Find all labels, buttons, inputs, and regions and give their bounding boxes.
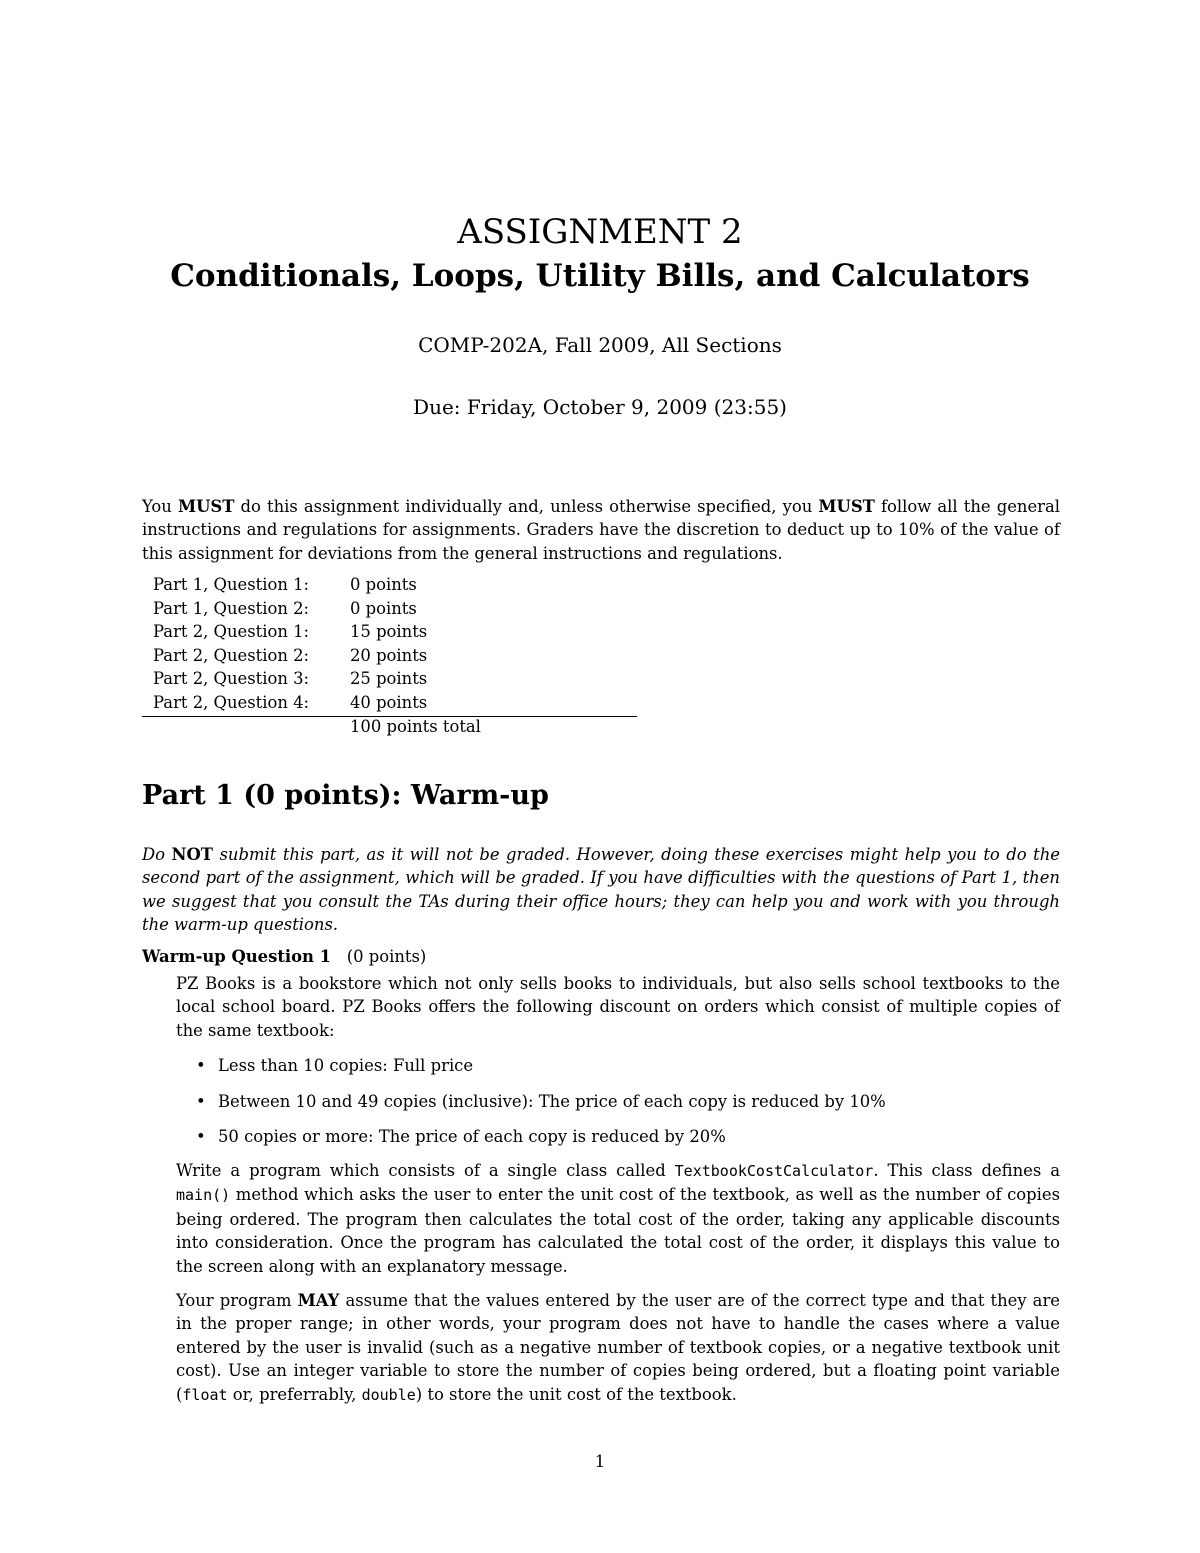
- part1-heading: Part 1 (0 points): Warm-up: [142, 780, 549, 811]
- note-text: Do: [142, 845, 172, 864]
- intro-emphasis: MUST: [177, 497, 235, 516]
- warmup-note: [142, 843, 1060, 937]
- assignment-subtitle: Conditionals, Loops, Utility Bills, and Calculators: [170, 258, 1030, 294]
- points-table: [142, 575, 637, 741]
- row-value: 40 points: [350, 692, 428, 712]
- list-item-text: Between 10 and 49 copies (inclusive): The price of each copy is reduced by 10%: [218, 1091, 886, 1111]
- page-number: 1: [594, 1452, 606, 1471]
- table-row: [142, 622, 637, 646]
- intro-emphasis: MUST: [818, 497, 875, 516]
- course-info: COMP-202A, Fall 2009, All Sections: [418, 333, 782, 357]
- assume-emphasis: MAY: [297, 1291, 340, 1310]
- desc-text: . This class defines a: [873, 1161, 1060, 1180]
- program-description: [176, 1159, 1060, 1278]
- discount-list: [196, 1054, 1056, 1161]
- table-row: [142, 669, 637, 693]
- question-intro: PZ Books is a bookstore which not only sells books to individuals, but also sells school textbooks to the local school board. PZ Books offers the following discount on orders which consist of multiple copies of the same textbook:: [176, 974, 1060, 1040]
- points-total: 100 points total: [350, 717, 481, 736]
- assume-text: assume that the values entered by the user are of the correct type and that they are in the proper range; in other words, your program does not have to handle the cases where a value entered by the user is invalid (such as a negative number of textbook copies, or a negative textbook unit cost). Use an integer variable to store the number of copies being ordered, but a floating point variable (: [176, 1291, 1060, 1404]
- assume-text: or, preferrably,: [227, 1384, 362, 1404]
- note-text: submit this part, as it will not be graded. However, doing these exercises might help you to do the second part of the assignment, which will be graded. If you have difficulties with the questions of Part 1, then we suggest that you consult the TAs during their office hours; they can help you and work with you through the warm-up questions.: [142, 845, 1060, 935]
- row-value: 25 points: [350, 669, 428, 688]
- note-emphasis: NOT: [171, 845, 213, 864]
- row-value: 0 points: [350, 575, 417, 594]
- row-value: 15 points: [350, 622, 428, 641]
- double-code: double: [361, 1385, 416, 1404]
- question-heading: [142, 947, 426, 966]
- desc-text: method which asks the user to enter the unit cost of the textbook, as well as the number of copies being ordered. The program then calculates the total cost of the order, taking any applicable discounts into consideration. Once the program has calculated the total cost of the order, it displays this value to the screen along with an explanatory message.: [176, 1185, 1060, 1276]
- assume-text: ) to store the unit cost of the textbook.: [415, 1384, 737, 1404]
- table-row: [142, 599, 637, 623]
- class-name-code: TextbookCostCalculator: [674, 1162, 874, 1180]
- list-item: [196, 1125, 1056, 1161]
- list-item-text: Less than 10 copies: Full price: [218, 1056, 474, 1075]
- row-label: Part 1, Question 1:: [153, 575, 310, 594]
- assignment-title: ASSIGNMENT 2: [457, 212, 743, 252]
- desc-text: Write a program which consists of a single class called: [176, 1161, 675, 1180]
- assume-text: Your program: [176, 1291, 298, 1310]
- question-points: (0 points): [346, 947, 427, 966]
- intro-text: You: [142, 497, 178, 516]
- title-block: [0, 210, 1200, 298]
- row-label: Part 2, Question 4:: [153, 692, 310, 712]
- list-item-text: 50 copies or more: The price of each copy is reduced by 20%: [218, 1127, 726, 1146]
- intro-text: do this assignment individually and, unless otherwise specified, you: [234, 497, 819, 516]
- row-label: Part 1, Question 2:: [153, 598, 310, 618]
- bullet-icon: •: [196, 1127, 206, 1146]
- due-date: Due: Friday, October 9, 2009 (23:55): [413, 395, 787, 419]
- intro-text: follow all the general instructions and regulations for assignments. Graders have the discretion to deduct up to 10% of the value of this assignment for deviations from the general instructions and regulations.: [142, 497, 1061, 563]
- bullet-icon: •: [196, 1091, 206, 1111]
- row-value: 20 points: [350, 645, 428, 665]
- row-value: 0 points: [350, 598, 417, 618]
- list-item: [196, 1054, 1056, 1090]
- table-row: [142, 646, 637, 670]
- intro-paragraph: [142, 495, 1060, 565]
- table-row: [142, 693, 637, 718]
- row-label: Part 2, Question 3:: [153, 669, 310, 688]
- table-row: [142, 575, 637, 599]
- assumptions-paragraph: [176, 1289, 1060, 1407]
- list-item: [196, 1090, 1056, 1126]
- bullet-icon: •: [196, 1056, 206, 1075]
- row-label: Part 2, Question 1:: [153, 622, 310, 641]
- question-title: Warm-up Question 1: [142, 947, 332, 966]
- float-code: float: [182, 1385, 228, 1404]
- row-label: Part 2, Question 2:: [153, 645, 310, 665]
- method-name-code: main(): [176, 1186, 231, 1205]
